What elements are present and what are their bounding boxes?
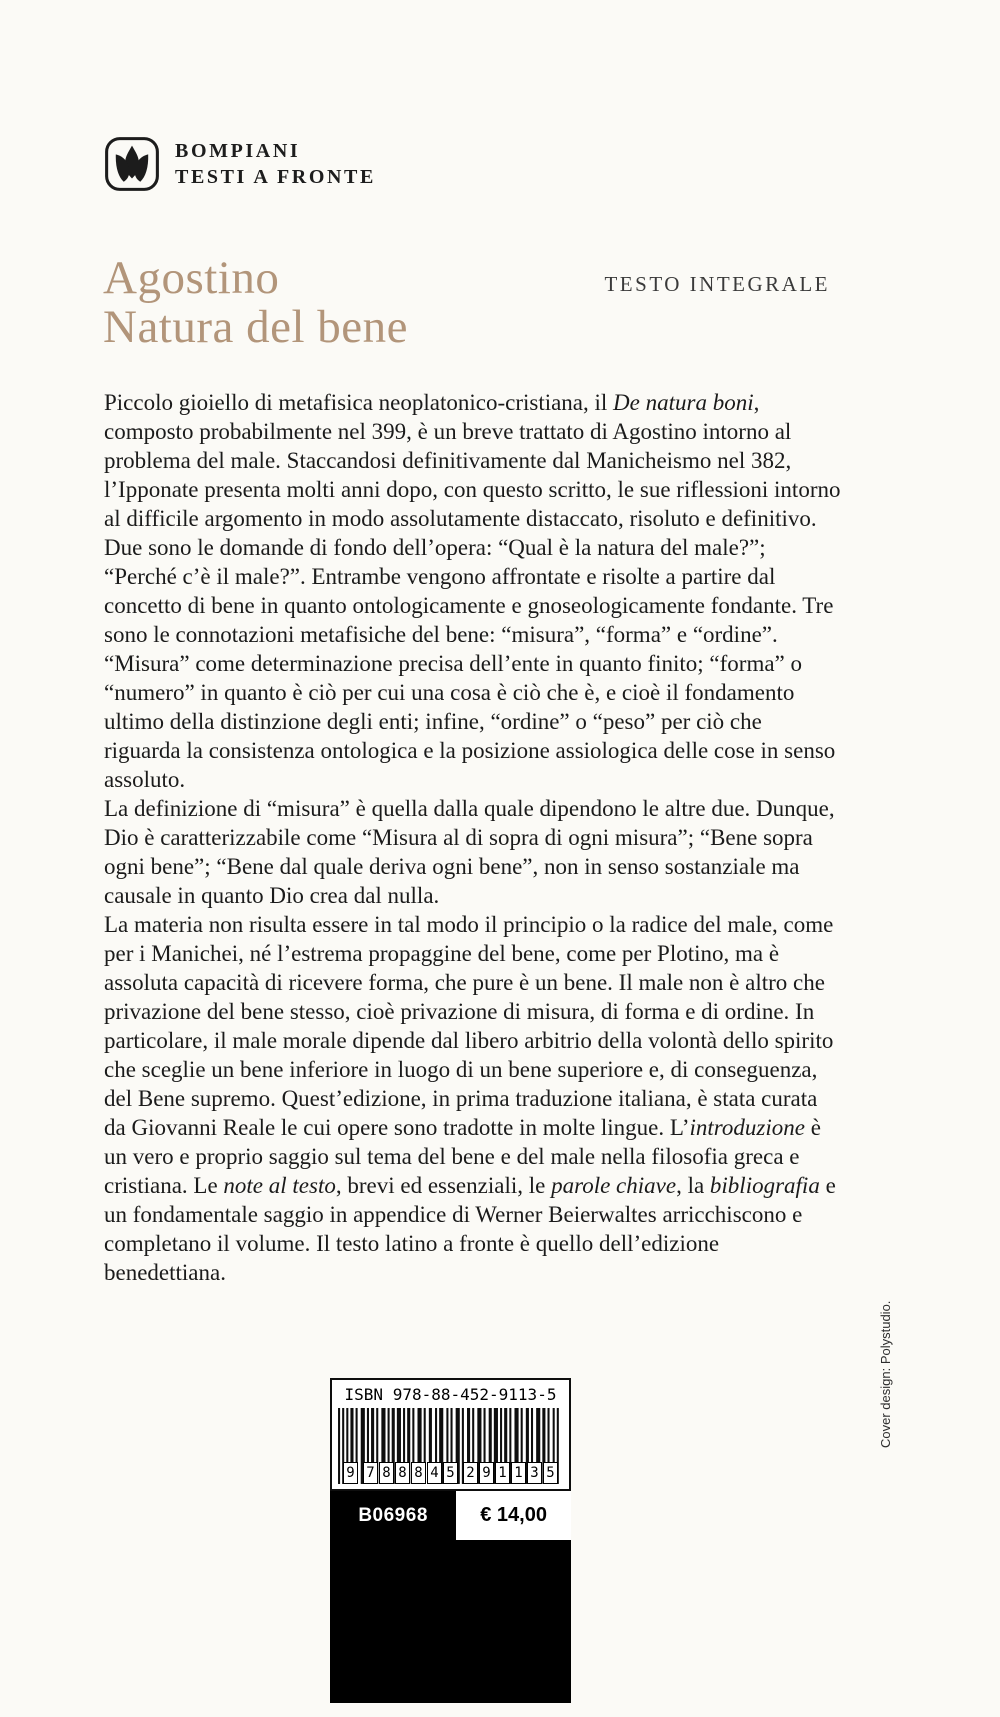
barcode-digit: 8: [379, 1462, 394, 1484]
barcode-digit: 2: [463, 1462, 478, 1484]
blurb-paragraph: La materia non risulta essere in tal modo il principio o la radice del male, come per i Manichei, né l’estrema propaggine del bene, come per Plotino, ma è assoluta capacità di ricevere forma, che pure è un bene. Il male non è altro che privazione del bene stesso, cioè privazione di misura, di forma e di ordine. In particolare, il male morale dipende dal libero arbitrio della volontà dello spirito che sceglie un bene inferiore in luogo di un bene superiore e, di conseguenza, del Bene supremo. Quest’edizione, in prima traduzione italiana, è stata curata da Giovanni Reale le cui opere sono tradotte in molte lingue. L’introduzione è un vero e proprio saggio sul tema del bene e del male nella filosofia greca e cristiana. Le note al testo, brevi ed essenziali, le parole chiave, la bibliografia e un fondamentale saggio in appendice di Werner Beierwaltes arricchiscono e completano il volume. Il testo latino a fronte è quello dell’edizione benedettiana.: [104, 912, 836, 1285]
cover-design-credit: Cover design: Polystudio.: [878, 1300, 893, 1448]
barcode-block: [330, 1378, 571, 1703]
barcode-digit: 7: [363, 1462, 378, 1484]
barcode-digit: 5: [543, 1462, 558, 1484]
blurb-paragraph: La definizione di “misura” è quella dalla quale dipendono le altre due. Dunque, Dio è caratterizzabile come “Misura al di sopra di ogni misura”; “Bene sopra ogni bene”; “Bene dal quale deriva ogni bene”, non in senso sostanziale ma causale in quanto Dio crea dal nulla.: [104, 796, 835, 908]
barcode-digit: 9: [479, 1462, 494, 1484]
bottom-black-band: [330, 1540, 571, 1703]
barcode-digit: 8: [395, 1462, 410, 1484]
barcode-digit: 5: [443, 1462, 458, 1484]
book-author: Agostino: [103, 252, 280, 304]
bompiani-flower-icon: [104, 136, 160, 192]
barcode-digit: 9: [343, 1462, 358, 1484]
barcode-digit: 8: [411, 1462, 426, 1484]
publisher-name: BOMPIANI: [175, 140, 301, 162]
publisher-series: TESTI A FRONTE: [175, 166, 376, 188]
barcode-digits: [337, 1462, 564, 1489]
price: € 14,00: [456, 1491, 571, 1540]
price-row: [330, 1491, 571, 1540]
barcode-digit: 1: [495, 1462, 510, 1484]
book-title: Natura del bene: [103, 301, 409, 354]
catalog-code: B06968: [330, 1491, 456, 1540]
blurb-text: [104, 388, 844, 1287]
barcode-digit: 1: [511, 1462, 526, 1484]
publisher-wordmark: [175, 138, 376, 190]
publisher-logo: [104, 136, 376, 192]
barcode-digit: 4: [427, 1462, 442, 1484]
edition-note: TESTO INTEGRALE: [604, 272, 830, 296]
barcode-digit: 3: [527, 1462, 542, 1484]
title-block: [103, 254, 408, 353]
isbn-panel: [330, 1378, 571, 1491]
isbn-label: ISBN 978-88-452-9113-5: [344, 1385, 557, 1404]
blurb-paragraph: Piccolo gioiello di metafisica neoplatonico-cristiana, il De natura boni, composto probabilmente nel 399, è un breve trattato di Agostino intorno al problema del male. Staccandosi definitivamente dal Manicheismo nel 382, l’Ipponate presenta molti anni dopo, con questo scritto, le sue riflessioni intorno al difficile argomento in modo assolutamente distaccato, risoluto e definitivo. Due sono le domande di fondo dell’opera: “Qual è la natura del male?”; “Perché c’è il male?”. Entrambe vengono affrontate e risolte a partire dal concetto di bene in quanto ontologicamente e gnoseologicamente fondante. Tre sono le connotazioni metafisiche del bene: “misura”, “forma” e “ordine”. “Misura” come determinazione precisa dell’ente in quanto finito; “forma” o “numero” in quanto è ciò per cui una cosa è ciò che è, e cioè il fondamento ultimo della distinzione degli enti; infine, “ordine” o “peso” per ciò che riguarda la consistenza ontologica e la posizione assiologica delle cose in senso assoluto.: [104, 390, 841, 792]
